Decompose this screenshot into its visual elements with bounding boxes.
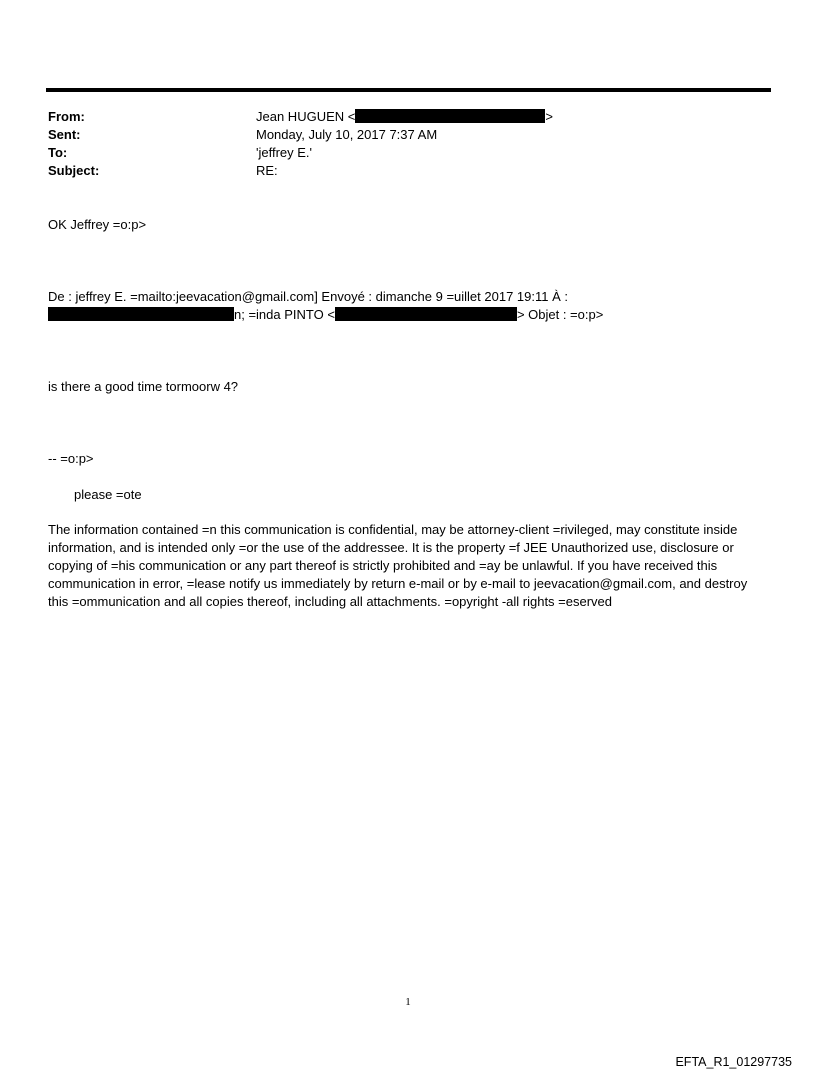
subject-label: Subject: xyxy=(48,163,100,178)
from-label: From: xyxy=(48,109,85,124)
header-divider xyxy=(46,88,771,92)
redaction-bar xyxy=(355,109,545,123)
subject-row xyxy=(48,162,748,180)
sent-row xyxy=(48,126,748,144)
from-row xyxy=(48,108,748,126)
from-open-bracket: < xyxy=(347,109,356,124)
sent-value: Monday, July 10, 2017 7:37 AM xyxy=(256,127,438,142)
signature-separator: -- =o:p> xyxy=(48,451,94,466)
quoted-line-1: De : jeffrey E. =mailto:jeevacation@gmail.com] Envoyé : dimanche 9 =uillet 2017 19:11 À : xyxy=(48,289,568,304)
redaction-bar xyxy=(48,307,234,321)
disclaimer-text: The information contained =n this communication is confidential, may be attorney-client =rivileged, may constitute inside information, and is intended only =or the use of the addressee. It is the property =f JEE Unauthorized use, disclosure or copying of =his communication or any part thereof is strictly prohibited and =ay be unlawful. If you have received this communication in error, =lease notify us immediately by return e-mail or by e-mail to jeevacation@gmail.com, and destroy this =ommunication and all copies thereof, including all attachments. =opyright -all rights =eserved xyxy=(48,522,748,609)
question-text: is there a good time tormoorw 4? xyxy=(48,379,239,394)
quoted-line-2a: n; =inda PINTO < xyxy=(234,307,335,322)
to-row xyxy=(48,144,748,162)
from-value xyxy=(256,108,748,126)
redaction-bar xyxy=(335,307,517,321)
subject-value: RE: xyxy=(256,163,278,178)
document-id: EFTA_R1_01297735 xyxy=(675,1055,792,1069)
sent-label: Sent: xyxy=(48,127,81,142)
page-number: 1 xyxy=(405,996,411,1008)
reply-text: OK Jeffrey =o:p> xyxy=(48,217,147,232)
to-label: To: xyxy=(48,145,68,160)
quoted-line-2 xyxy=(48,306,768,324)
email-header xyxy=(48,108,748,180)
please-note: please =ote xyxy=(74,487,142,502)
from-name: Jean HUGUEN xyxy=(256,109,345,124)
from-close-bracket: > xyxy=(545,109,553,124)
quoted-line-2b: > Objet : =o:p> xyxy=(516,307,604,322)
to-value: 'jeffrey E.' xyxy=(256,145,313,160)
quoted-header xyxy=(48,288,768,324)
